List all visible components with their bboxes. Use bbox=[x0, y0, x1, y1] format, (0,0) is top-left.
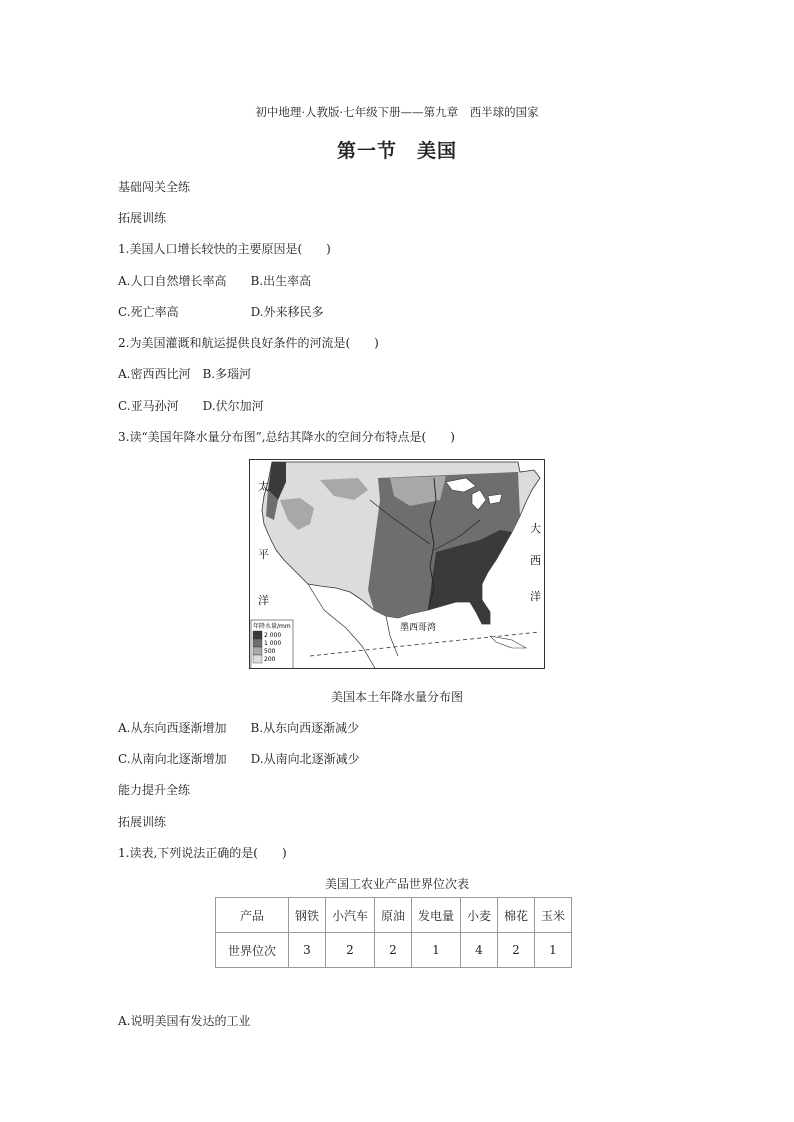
page-title: 第一节 美国 bbox=[336, 140, 457, 162]
atlantic-label: 洋 bbox=[530, 590, 541, 603]
question-options: C.从南向北逐渐增加 D.从南向北逐渐减少 bbox=[118, 752, 360, 766]
table-header-cell: 小汽车 bbox=[326, 898, 375, 933]
question-stem: 1.美国人口增长较快的主要原因是( ) bbox=[118, 242, 331, 256]
page-header: 初中地理·人教版·七年级下册——第九章 西半球的国家 bbox=[255, 105, 539, 119]
table-header-cell: 钢铁 bbox=[289, 898, 326, 933]
table-cell: 1 bbox=[535, 933, 572, 968]
legend-value: 1 000 bbox=[264, 640, 282, 647]
table-title: 美国工农业产品世界位次表 bbox=[324, 877, 469, 891]
subsection-heading: 拓展训练 bbox=[118, 211, 167, 225]
question-options: A.从东向西逐渐增加 B.从东向西逐渐减少 bbox=[118, 721, 360, 735]
legend-title: 年降水量/mm bbox=[253, 623, 291, 630]
table-cell: 2 bbox=[375, 933, 412, 968]
table-cell: 4 bbox=[461, 933, 498, 968]
precipitation-map bbox=[249, 459, 545, 669]
table-cell: 世界位次 bbox=[216, 933, 289, 968]
gulf-label: 墨西哥湾 bbox=[400, 623, 437, 633]
table-cell: 3 bbox=[289, 933, 326, 968]
table-cell: 1 bbox=[412, 933, 461, 968]
legend-value: 200 bbox=[264, 656, 276, 663]
atlantic-label: 西 bbox=[530, 554, 541, 567]
question-options: C.亚马孙河 D.伏尔加河 bbox=[118, 399, 264, 413]
question-options: C.死亡率高 D.外来移民多 bbox=[118, 305, 324, 319]
pacific-label: 平 bbox=[258, 548, 269, 561]
table-header-row bbox=[216, 898, 572, 933]
question-stem: 3.读“美国年降水量分布图”,总结其降水的空间分布特点是( ) bbox=[118, 430, 455, 444]
table-header-cell: 产品 bbox=[216, 898, 289, 933]
question-options: A.密西西比河 B.多瑙河 bbox=[118, 367, 252, 381]
question-stem: 1.读表,下列说法正确的是( ) bbox=[118, 846, 287, 860]
question-options: A.人口自然增长率高 B.出生率高 bbox=[118, 274, 312, 288]
table-cell: 2 bbox=[498, 933, 535, 968]
section-heading: 基础闯关全练 bbox=[118, 180, 191, 194]
question-stem: 2.为美国灌溉和航运提供良好条件的河流是( ) bbox=[118, 336, 379, 350]
question-options: A.说明美国有发达的工业 bbox=[118, 1014, 251, 1028]
legend-value: 500 bbox=[264, 648, 276, 655]
pacific-label: 洋 bbox=[258, 594, 269, 607]
section-heading: 能力提升全练 bbox=[118, 783, 191, 797]
table-row bbox=[216, 933, 572, 968]
table-header-cell: 发电量 bbox=[412, 898, 461, 933]
ranking-table bbox=[215, 897, 572, 968]
map-legend bbox=[251, 620, 293, 669]
legend-value: 2 000 bbox=[264, 632, 282, 639]
table-header-cell: 棉花 bbox=[498, 898, 535, 933]
pacific-label: 太 bbox=[258, 480, 269, 493]
subsection-heading: 拓展训练 bbox=[118, 815, 167, 829]
atlantic-label: 大 bbox=[530, 522, 541, 535]
table-header-cell: 玉米 bbox=[535, 898, 572, 933]
table-header-cell: 原油 bbox=[375, 898, 412, 933]
table-cell: 2 bbox=[326, 933, 375, 968]
table-header-cell: 小麦 bbox=[461, 898, 498, 933]
map-caption: 美国本土年降水量分布图 bbox=[330, 690, 463, 704]
